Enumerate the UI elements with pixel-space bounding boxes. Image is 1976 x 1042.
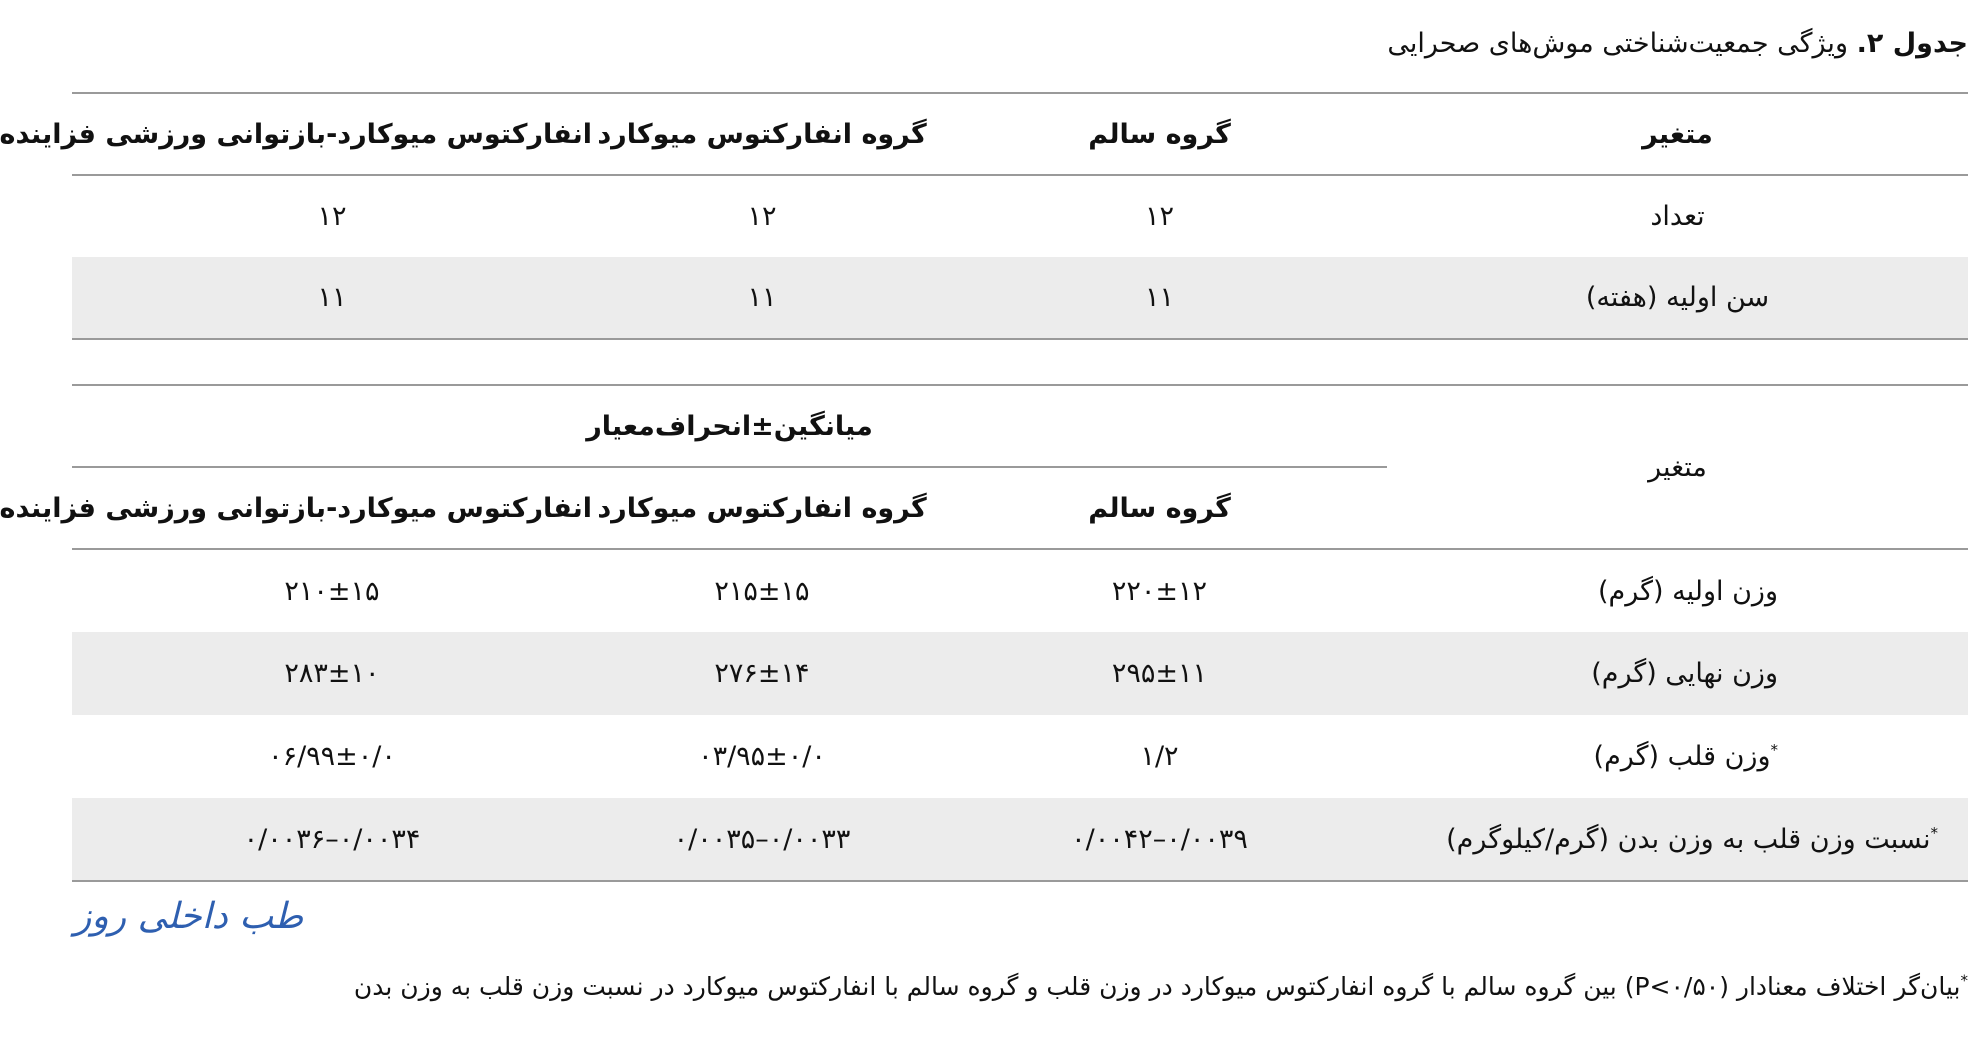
row-variable <box>1387 715 1968 798</box>
table-row <box>72 549 1968 632</box>
footnote-text: بیان‌گر اختلاف معنادار (P<۰/۵۰) بین گروه سالم با گروه انفارکتوس میوکارد در وزن قلب و گروه سالم با انفارکتوس میوکارد در نسبت وزن قلب به وزن بدن <box>353 972 1961 1001</box>
table-row <box>72 798 1968 881</box>
header-mi-exercise-group: انفارکتوس میوکارد-بازتوانی ورزشی فزاینده <box>0 118 592 150</box>
cell-healthy: ۱/۲ <box>1140 741 1179 772</box>
cell-mi: ۱۲ <box>747 201 777 232</box>
row-variable <box>1387 632 1968 715</box>
cell-mi-exercise: ۲۱۰±۱۵ <box>284 575 380 607</box>
cell-mi: ۲۱۵±۱۵ <box>714 575 810 607</box>
cell-mi: ۰۳/۹۵±۰/۰ <box>698 741 826 772</box>
row-variable: تعداد <box>1650 201 1705 232</box>
header-variable: متغیر <box>1648 451 1707 483</box>
cell-mi-exercise: ۲۸۳±۱۰ <box>72 632 592 715</box>
significance-mark: * <box>1770 741 1778 759</box>
cell-healthy: ۲۲۰±۱۲ <box>1111 575 1208 607</box>
row-variable <box>1387 549 1968 632</box>
header-healthy-group: گروه سالم <box>1088 492 1231 524</box>
table-header-row <box>72 93 1968 175</box>
table-row <box>72 175 1968 257</box>
cell-healthy: ۲۹۵±۱۱ <box>932 632 1387 715</box>
journal-logo: طب داخلی روز <box>74 896 304 937</box>
header-variable: متغیر <box>1642 118 1713 150</box>
caption-text: ویژگی جمعیت‌شناختی موش‌های صحرایی <box>1387 28 1848 59</box>
row-variable-label: وزن قلب (گرم) <box>1593 741 1771 772</box>
row-variable-label: وزن اولیه (گرم) <box>1598 575 1778 607</box>
cell-mi: ۲۷۶±۱۴ <box>592 632 932 715</box>
row-variable-label: نسبت وزن قلب به وزن بدن (گرم/کیلوگرم) <box>1446 823 1931 855</box>
row-variable-label: وزن نهایی (گرم) <box>1591 658 1778 689</box>
cell-healthy: ۱۱ <box>932 257 1387 339</box>
header-mean-sd: میانگین±انحراف‌معیار <box>72 385 1387 467</box>
cell-mi-exercise: ۱۲ <box>317 201 347 232</box>
caption-label: جدول ۲. <box>1856 28 1968 59</box>
table-header-row <box>72 385 1968 467</box>
header-mi-exercise-group: انفارکتوس میوکارد-بازتوانی ورزشی فزاینده <box>0 492 592 524</box>
footnote-mark: * <box>1960 971 1968 990</box>
weights-table <box>0 384 1968 882</box>
table-row <box>72 715 1968 798</box>
cell-healthy: ۰/۰۰۳۹–۰/۰۰۴۲ <box>932 798 1387 881</box>
significance-mark: * <box>1930 823 1938 842</box>
cell-mi-exercise: ۰۶/۹۹±۰/۰ <box>268 741 396 772</box>
cell-mi-exercise: ۰/۰۰۳۴–۰/۰۰۳۶ <box>72 798 592 881</box>
header-mi-group: گروه انفارکتوس میوکارد <box>597 118 927 150</box>
cell-mi: ۰/۰۰۳۳–۰/۰۰۳۵ <box>592 798 932 881</box>
row-variable: سن اولیه (هفته) <box>1387 257 1968 339</box>
header-healthy-group: گروه سالم <box>1088 118 1231 150</box>
cell-mi: ۱۱ <box>592 257 932 339</box>
row-variable <box>1387 798 1968 881</box>
table-caption <box>1387 26 1968 62</box>
table-row <box>72 632 1968 715</box>
header-mi-group: گروه انفارکتوس میوکارد <box>597 492 927 524</box>
demographics-table <box>0 92 1968 340</box>
cell-mi-exercise: ۱۱ <box>72 257 592 339</box>
cell-healthy: ۱۲ <box>1144 201 1174 232</box>
table-row <box>72 257 1968 339</box>
table-footnote <box>354 970 1968 1004</box>
